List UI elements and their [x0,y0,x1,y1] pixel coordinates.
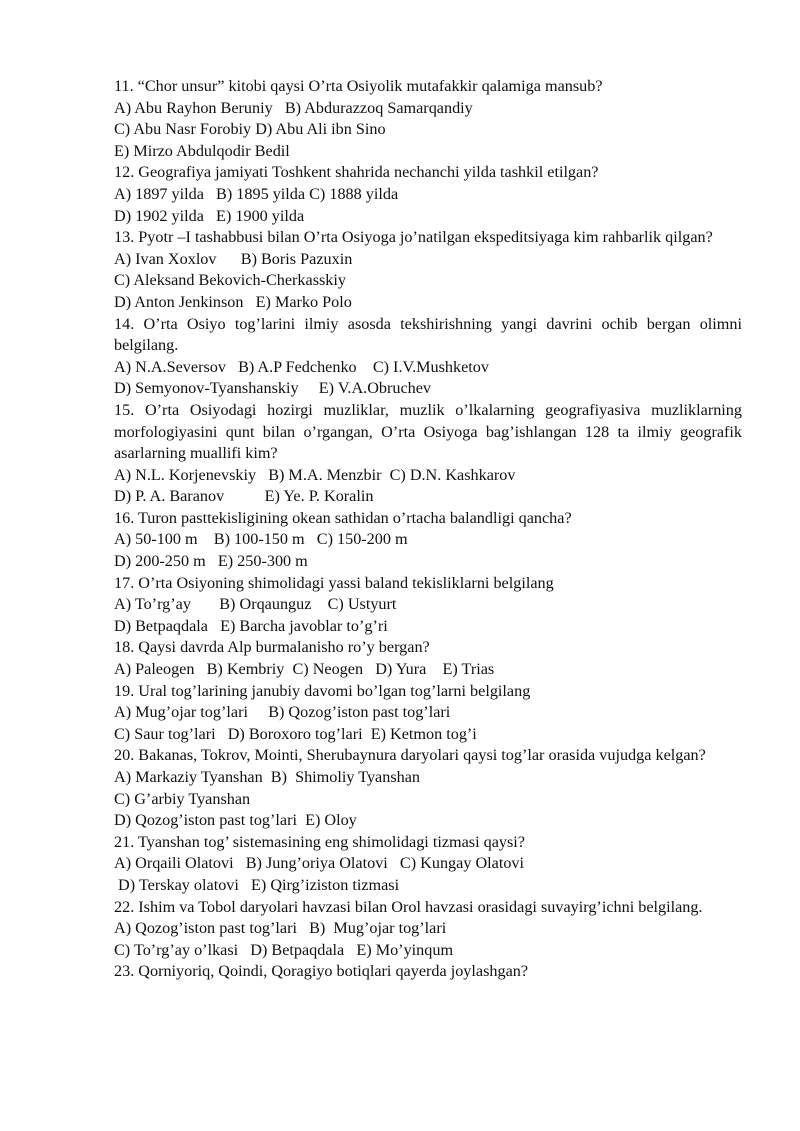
question-12-options-de: D) 1902 yilda E) 1900 yilda [114,206,305,225]
question-16-text: 16. Turon pasttekisligining okean sathidan o’rtacha balandligi qancha? [114,508,572,527]
question-14-options-abc: A) N.A.Seversov B) A.P Fedchenko C) I.V.Mushketov [114,357,489,376]
question-14-options-de: D) Semyonov-Tyanshanskiy E) V.A.Obruchev [114,379,432,398]
question-13-option-c: C) Aleksand Bekovich-Cherkasskiy [114,271,346,290]
question-23-text: 23. Qorniyoriq, Qoindi, Qoragiyo botiqlari qayerda joylashgan? [114,962,529,981]
question-15-options-de: D) P. A. Baranov E) Ye. P. Koralin [114,487,374,506]
document-page [114,76,742,983]
question-12-options-abc: A) 1897 yilda B) 1895 yilda C) 1888 yilda [114,184,399,203]
question-19-options-ab: A) Mug’ojar tog’lari B) Qozog’iston past tog’lari [114,703,451,722]
question-16-options-abc: A) 50-100 m B) 100-150 m C) 150-200 m [114,530,408,549]
question-11-option-e: E) Mirzo Abdulqodir Bedil [114,141,290,160]
question-15-text: 15. O’rta Osiyodagi hozirgi muzliklar, muzlik o’lkalarning geografiyasiva muzliklarning morfologiyasini qunt bilan o’rgangan, O’rta Osiyoga bag’ishlangan 128 ta ilmiy geografik asarlarning muallifi kim? [114,400,742,463]
question-20-options-de: D) Qozog’iston past tog’lari E) Oloy [114,811,357,830]
question-20-text: 20. Bakanas, Tokrov, Mointi, Sherubaynura daryolari qaysi tog’lar orasida vujudga kelgan? [114,746,706,765]
question-18-text: 18. Qaysi davrda Alp burmalanisho ro’y bergan? [114,638,430,657]
question-14-text: 14. O’rta Osiyo tog’larini ilmiy asosda tekshirishning yangi davrini ochib bergan olimni belgilang. [114,314,742,355]
question-11-options-cd: C) Abu Nasr Forobiy D) Abu Ali ibn Sino [114,120,386,139]
question-11-text: 11. “Chor unsur” kitobi qaysi O’rta Osiyolik mutafakkir qalamiga mansub? [114,77,603,95]
question-22-options-cde: C) To’rg’ay o’lkasi D) Betpaqdala E) Mo’yinqum [114,940,454,959]
question-21-text: 21. Tyanshan tog’ sistemasining eng shimolidagi tizmasi qaysi? [114,832,525,851]
question-18-options: A) Paleogen B) Kembriy C) Neogen D) Yura E) Trias [114,660,495,679]
question-15-options-abc: A) N.L. Korjenevskiy B) M.A. Menzbir C) D.N. Kashkarov [114,465,516,484]
question-21-options-de: D) Terskay olatovi E) Qirg’iziston tizmasi [114,875,400,894]
question-20-options-ab: A) Markaziy Tyanshan B) Shimoliy Tyanshan [114,768,421,786]
question-13-options-de: D) Anton Jenkinson E) Marko Polo [114,292,352,311]
question-16-options-de: D) 200-250 m E) 250-300 m [114,552,308,571]
question-11-options-ab: A) Abu Rayhon Beruniy B) Abdurazzoq Samarqandiy [114,98,473,117]
question-20-option-c: C) G’arbiy Tyanshan [114,789,251,808]
question-12-text: 12. Geografiya jamiyati Toshkent shahrida nechanchi yilda tashkil etilgan? [114,163,599,182]
question-22-options-ab: A) Qozog’iston past tog’lari B) Mug’ojar tog’lari [114,919,447,938]
question-22-text: 22. Ishim va Tobol daryolari havzasi bilan Orol havzasi orasidagi suvayirg’ichni belgilang. [114,897,703,916]
question-17-text: 17. O’rta Osiyoning shimolidagi yassi baland tekisliklarni belgilang [114,573,554,592]
question-21-options-abc: A) Orqaili Olatovi B) Jung’oriya Olatovi C) Kungay Olatovi [114,854,525,873]
question-19-options-cde: C) Saur tog’lari D) Boroxoro tog’lari E) Ketmon tog’i [114,724,477,743]
question-17-options-abc: A) To’rg’ay B) Orqaunguz C) Ustyurt [114,595,397,614]
question-13-options-ab: A) Ivan Xoxlov B) Boris Pazuxin [114,249,353,268]
question-19-text: 19. Ural tog’larining janubiy davomi bo’lgan tog’larni belgilang [114,681,531,700]
question-13-text: 13. Pyotr –I tashabbusi bilan O’rta Osiyoga jo’natilgan ekspeditsiyaga kim rahbarlik qilgan? [114,228,713,247]
question-17-options-de: D) Betpaqdala E) Barcha javoblar to’g’ri [114,616,388,635]
